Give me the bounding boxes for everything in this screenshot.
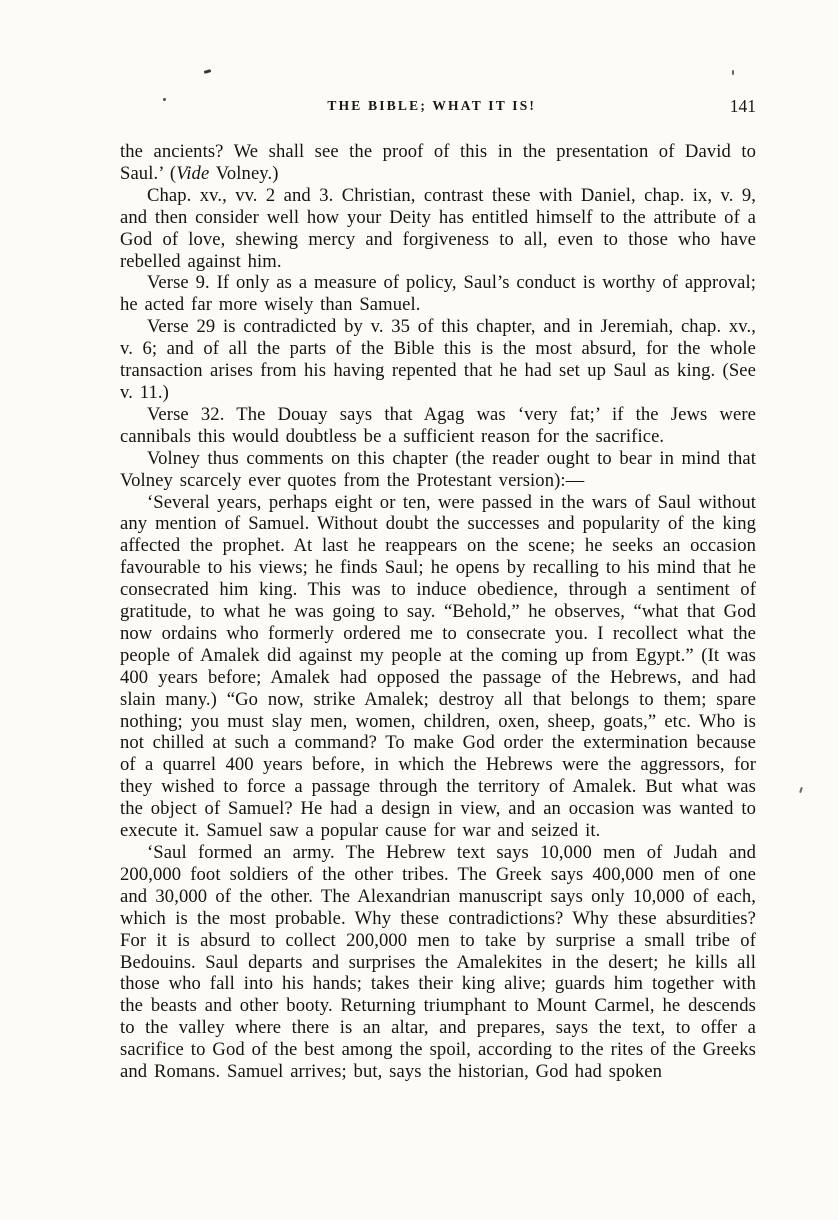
page-body [120, 141, 756, 1083]
paragraph-text: Verse 29 is contradicted by v. 35 of this chapter, and in Jeremiah, chap. xv., v. 6; and of all the parts of the Bible this is the most absurd, for the whole transaction arises from his having repented that he had set up Saul as king. (See v. 11.) [120, 316, 756, 403]
running-header [120, 96, 756, 118]
running-title: THE BIBLE; WHAT IT IS! [327, 98, 537, 113]
paragraph-2 [120, 185, 756, 273]
paragraph-4 [120, 316, 756, 404]
italic-text: Vide [176, 162, 210, 184]
paragraph-1 [120, 141, 756, 185]
paragraph-text: ‘Several years, perhaps eight or ten, were passed in the wars of Saul without any mention of Samuel. Without doubt the successes and popularity of the king affected the prophet. At last he reappears on the scene; he seeks an occasion favourable to his views; he finds Saul; he opens by recalling to his mind that he consecrated him king. This was to induce obedience, through a sentiment of gratitude, to what he was going to say. “Behold,” he observes, “what that God now ordains who formerly ordered me to consecrate you. I recollect what the people of Amalek did against my people at the coming up from Egypt.” (It was 400 years before; Amalek had opposed the passage of the Hebrews, and had slain many.) “Go now, strike Amalek; destroy all that belongs to them; spare nothing; you must slay men, women, children, oxen, sheep, goats,” etc. Who is not chilled at such a command? To make God order the extermination because of a quarrel 400 years before, in which the Hebrews were the aggressors, for they wished to force a passage through the territory of Amalek. But what was the object of Samuel? He had a design in view, and an occasion was wanted to execute it. Samuel saw a popular cause for war and seized it. [120, 491, 756, 842]
scan-artifact [799, 787, 803, 793]
paragraph-text: Verse 9. If only as a measure of policy, Saul’s conduct is worthy of approval; he acted far more wisely than Samuel. [120, 272, 756, 316]
scan-artifact [204, 69, 212, 74]
paragraph-text: Volney thus comments on this chapter (the reader ought to bear in mind that Volney scarcely ever quotes from the Protestant version):— [120, 447, 756, 491]
paragraph-text: the ancients? We shall see the proof of this in the presentation of David to Saul.’ ( [120, 141, 756, 184]
paragraph-text: Verse 32. The Douay says that Agag was ‘very fat;’ if the Jews were cannibals this would doubtless be a sufficient reason for the sacrifice. [120, 403, 756, 447]
paragraph-text: ‘Saul formed an army. The Hebrew text says 10,000 men of Judah and 200,000 foot soldiers of the other tribes. The Greek says 400,000 men of one and 30,000 of the other. The Alexandrian manuscript says only 10,000 of each, which is the most probable. Why these contradictions? Why these absurdities? For it is absurd to collect 200,000 men to take by surprise a small tribe of Bedouins. Saul departs and surprises the Amalekites in the desert; he kills all those who fall into his hands; takes their king alive; guards him together with the beasts and other booty. Returning triumphant to Mount Carmel, he descends to the valley where there is an altar, and prepares, says the text, to offer a sacrifice to God of the best among the spoil, according to the rites of the Greeks and Romans. Samuel arrives; but, says the historian, God had spoken [120, 842, 756, 1083]
scan-artifact [732, 70, 734, 75]
page-number: 141 [729, 96, 756, 116]
paragraph-text: Volney.) [209, 162, 279, 184]
paragraph-5 [120, 404, 756, 448]
paragraph-3 [120, 272, 756, 316]
paragraph-7 [120, 492, 756, 843]
paragraph-text: Chap. xv., vv. 2 and 3. Christian, contrast these with Daniel, chap. ix, v. 9, and then consider well how your Deity has entitled himself to the attribute of a God of love, shewing mercy and forgiveness to all, even to those who have rebelled against him. [120, 184, 756, 272]
paragraph-6 [120, 448, 756, 492]
paragraph-8 [120, 842, 756, 1083]
